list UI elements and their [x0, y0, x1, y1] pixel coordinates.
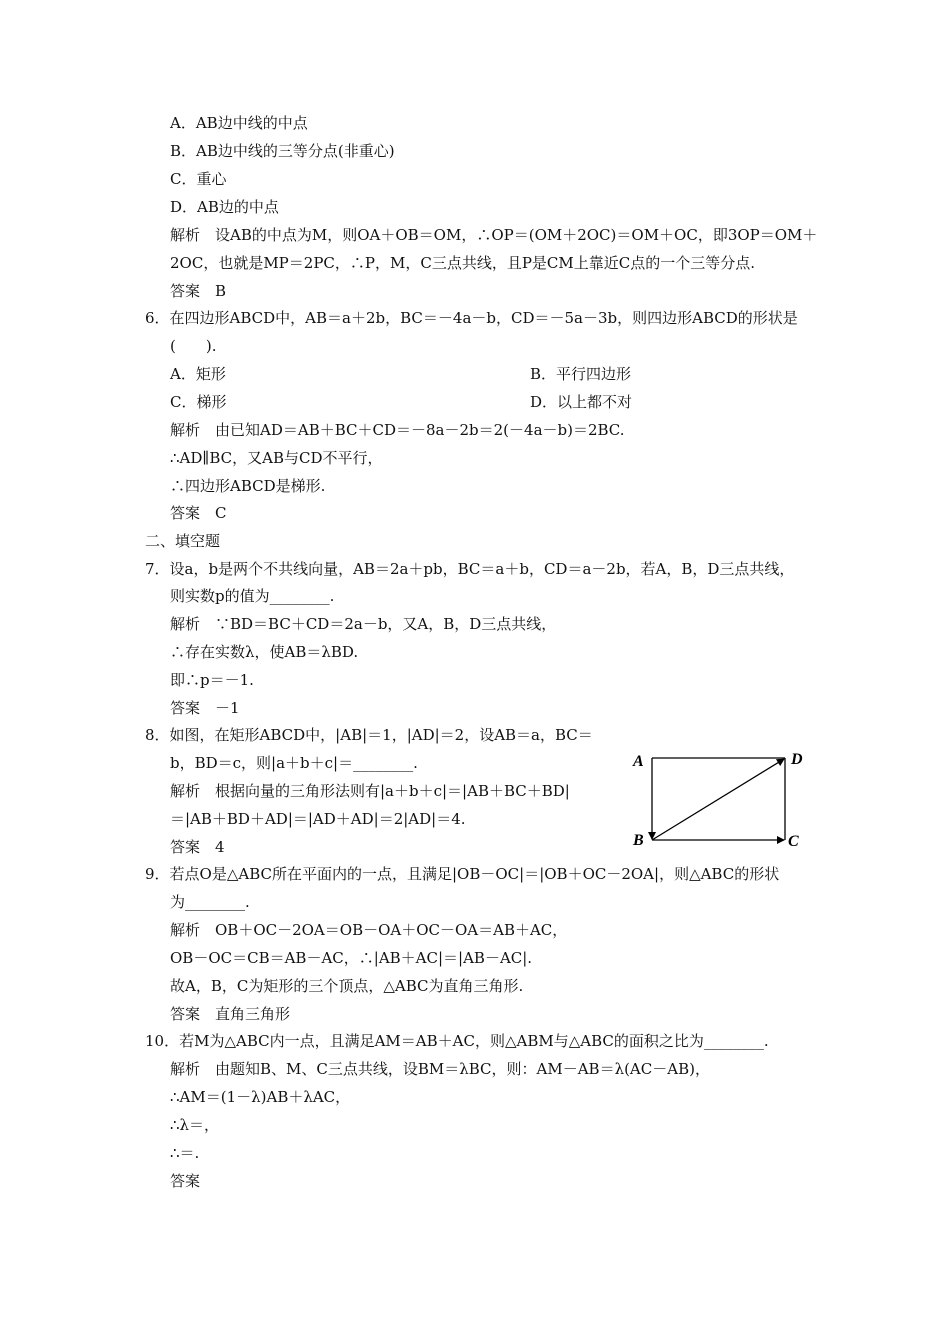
text-line: 解析 由题知B、M、C三点共线，设BM＝λBC，则：AM－AB＝λ(AC－AB)，: [170, 1060, 710, 1078]
text-line: ∴AD∥BC，又AB与CD不平行，: [170, 449, 383, 467]
text-line: ∴λ＝，: [170, 1116, 220, 1134]
text-line: 7．设a，b是两个不共线向量，AB＝2a＋pb，BC＝a＋b，CD＝a－2b，若A，B，D三点共线，: [145, 560, 795, 578]
text-line: OB－OC＝CB＝AB－AC，∴|AB＋AC|＝|AB－AC|.: [170, 949, 533, 967]
text-line: B．平行四边形: [530, 365, 632, 383]
text-line: C．重心: [170, 170, 227, 188]
text-line: 8．如图，在矩形ABCD中，|AB|＝1，|AD|＝2，设AB＝a，BC＝: [145, 726, 593, 744]
text-line: ＝|AB＋BD＋AD|＝|AD＋AD|＝2|AD|＝4.: [170, 810, 466, 828]
text-line: 解析 根据向量的三角形法则有|a＋b＋c|＝|AB＋BC＋BD|: [170, 782, 570, 800]
text-line: C．梯形: [170, 393, 227, 411]
text-line: 答案 4: [170, 838, 225, 856]
label-c: C: [788, 833, 799, 850]
text-line: B．AB边中线的三等分点(非重心): [170, 142, 395, 160]
vector-bd: [652, 759, 784, 840]
text-line: b，BD＝c，则|a＋b＋c|＝________.: [170, 754, 418, 772]
text-line: 二、填空题: [145, 532, 221, 550]
label-d: D: [791, 751, 803, 768]
text-line: ∴AM＝(1－λ)AB＋λAC，: [170, 1088, 351, 1106]
text-line: 答案 C: [170, 504, 227, 522]
text-line: A．AB边中线的中点: [170, 114, 308, 132]
text-line: A．矩形: [170, 365, 226, 383]
text-line: 解析 由已知AD＝AB＋BC＋CD＝－8a－2b＝2(－4a－b)＝2BC.: [170, 421, 625, 439]
rectangle-abcd-figure: [630, 748, 810, 852]
text-line: 则实数p的值为________.: [170, 587, 335, 605]
text-line: ∴存在实数λ，使AB＝λBD.: [170, 643, 359, 661]
text-line: 2OC，也就是MP＝2PC，∴P，M，C三点共线，且P是CM上靠近C点的一个三等分点.: [170, 254, 755, 272]
text-line: 解析 ∵BD＝BC＋CD＝2a－b，又A，B，D三点共线，: [170, 615, 557, 633]
text-line: 为________.: [170, 893, 250, 911]
text-line: 答案 直角三角形: [170, 1005, 291, 1023]
text-line: D．以上都不对: [530, 393, 633, 411]
text-line: 10．若M为△ABC内一点，且满足AM＝AB＋AC，则△ABM与△ABC的面积之比为________.: [145, 1032, 769, 1050]
text-line: 答案: [170, 1172, 201, 1190]
label-b: B: [633, 832, 644, 849]
text-line: 解析 设AB的中点为M，则OA＋OB＝OM，∴OP＝(OM＋2OC)＝OM＋OC，即3OP＝OM＋: [170, 226, 818, 244]
text-line: 6．在四边形ABCD中，AB＝a＋2b，BC＝－4a－b，CD＝－5a－3b，则四边形ABCD的形状是: [145, 309, 798, 327]
label-a: A: [633, 753, 644, 770]
text-line: 9．若点O是△ABC所在平面内的一点，且满足|OB－OC|＝|OB＋OC－2OA|，则△ABC的形状: [145, 865, 780, 883]
text-line: ∴四边形ABCD是梯形.: [170, 477, 326, 495]
text-line: ( ).: [170, 337, 217, 355]
text-line: D．AB边的中点: [170, 198, 279, 216]
text-line: ∴＝.: [170, 1144, 200, 1162]
text-line: 故A，B，C为矩形的三个顶点，△ABC为直角三角形.: [170, 977, 524, 995]
text-line: 答案 B: [170, 282, 227, 300]
text-line: 即∴p＝－1.: [170, 671, 254, 689]
text-line: 答案 －1: [170, 699, 240, 717]
text-line: 解析 OB＋OC－2OA＝OB－OA＋OC－OA＝AB＋AC，: [170, 921, 568, 939]
